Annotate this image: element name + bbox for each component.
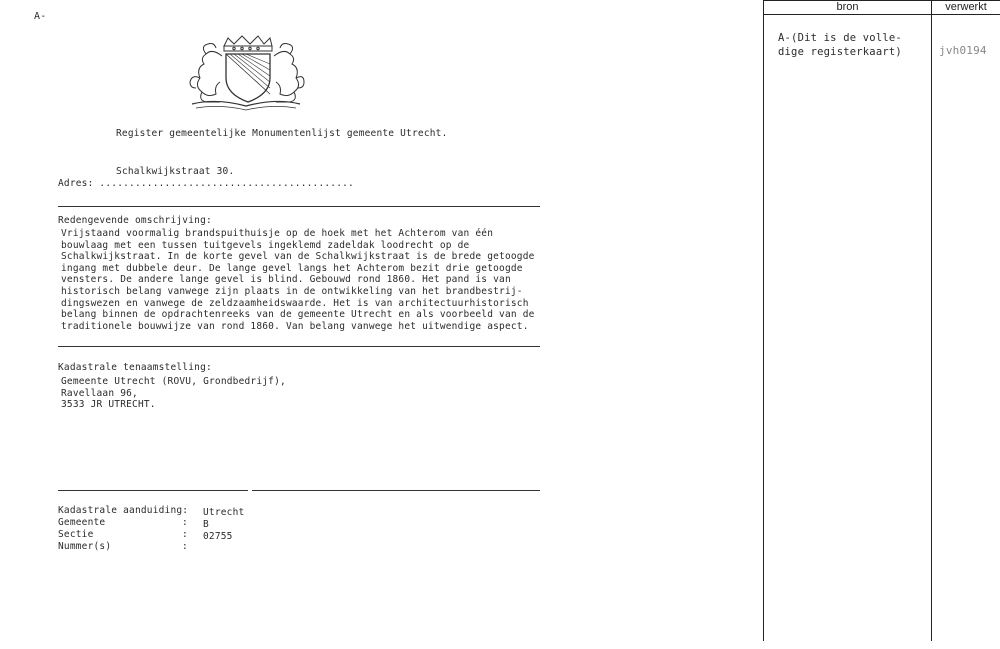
owner-line: Ravellaan 96, <box>61 387 138 399</box>
crest-icon <box>186 34 306 112</box>
description-line: vensters. De andere lange gevel is blind. Gebouwd rond 1860. Het pand is van <box>61 274 511 286</box>
register-title: Register gemeentelijke Monumentenlijst gemeente Utrecht. <box>116 128 448 139</box>
bron-note-line: A-(Dit is de volle- <box>778 32 902 44</box>
description-line: historisch belang vanwege zijn plaats in de ontwikkeling van het brandbestrij- <box>61 285 523 297</box>
column-header-verwerkt: verwerkt <box>945 1 987 13</box>
cadastral-sep: : <box>182 529 188 540</box>
verwerkt-code: jvh0194 <box>939 44 987 57</box>
cadastral-heading: Kadastrale aanduiding: <box>58 505 189 516</box>
description-line: bouwlaag met een tussen tuitgevels ingeklemd zadeldak loodrecht op de <box>61 239 470 251</box>
owner-address <box>61 376 286 411</box>
description-line: ingang met dubbele deur. De lange gevel langs het Achterom bezit drie getoogde <box>61 262 523 274</box>
divider-3a <box>58 490 248 491</box>
address-street: Schalkwijkstraat 30. <box>116 166 235 177</box>
bron-note <box>778 31 902 59</box>
cadastral-value-gemeente: Utrecht <box>203 507 245 518</box>
cadastral-value-sectie: B <box>203 519 209 530</box>
corner-code: A- <box>34 11 47 22</box>
bron-note-line: dige registerkaart) <box>778 46 902 58</box>
owner-heading: Kadastrale tenaamstelling: <box>58 362 212 373</box>
description-line: traditionele bouwwijze van rond 1860. Van belang vanwege het uitwendige aspect. <box>61 320 529 332</box>
side-table-left-border <box>763 0 764 641</box>
description-heading: Redengevende omschrijving: <box>58 215 212 226</box>
owner-line: Gemeente Utrecht (ROVU, Grondbedrijf), <box>61 376 286 387</box>
cadastral-label-gemeente: Gemeente <box>58 517 106 528</box>
description-line: Vrijstaand voormalig brandspuithuisje op de hoek met het Achterom van één <box>61 228 494 239</box>
cadastral-label-sectie: Sectie <box>58 529 94 540</box>
cadastral-sep: : <box>182 517 188 528</box>
address-label: Adres: ........................................... <box>58 178 354 189</box>
owner-line: 3533 JR UTRECHT. <box>61 399 156 410</box>
cadastral-value-nummer: 02755 <box>203 531 233 542</box>
description-line: belang binnen de opdrachtenreeks van de gemeente Utrecht en als voorbeeld van de <box>61 309 535 321</box>
description-line: Schalkwijkstraat. In de korte gevel van de Schalkwijkstraat is de brede getoogde <box>61 251 535 263</box>
cadastral-label-nummer: Nummer(s) <box>58 541 112 552</box>
description-line: dingswezen en vanwege de zeldzaamheidswaarde. Het is van architectuurhistorisch <box>61 297 529 309</box>
side-table-middle-border <box>931 0 932 641</box>
description-text <box>61 228 535 332</box>
divider-2 <box>58 346 540 347</box>
column-header-bron: bron <box>836 1 859 13</box>
side-table-header-bottom <box>763 14 1000 15</box>
divider-3b <box>252 490 540 491</box>
divider-1 <box>58 206 540 207</box>
cadastral-sep: : <box>182 541 188 552</box>
